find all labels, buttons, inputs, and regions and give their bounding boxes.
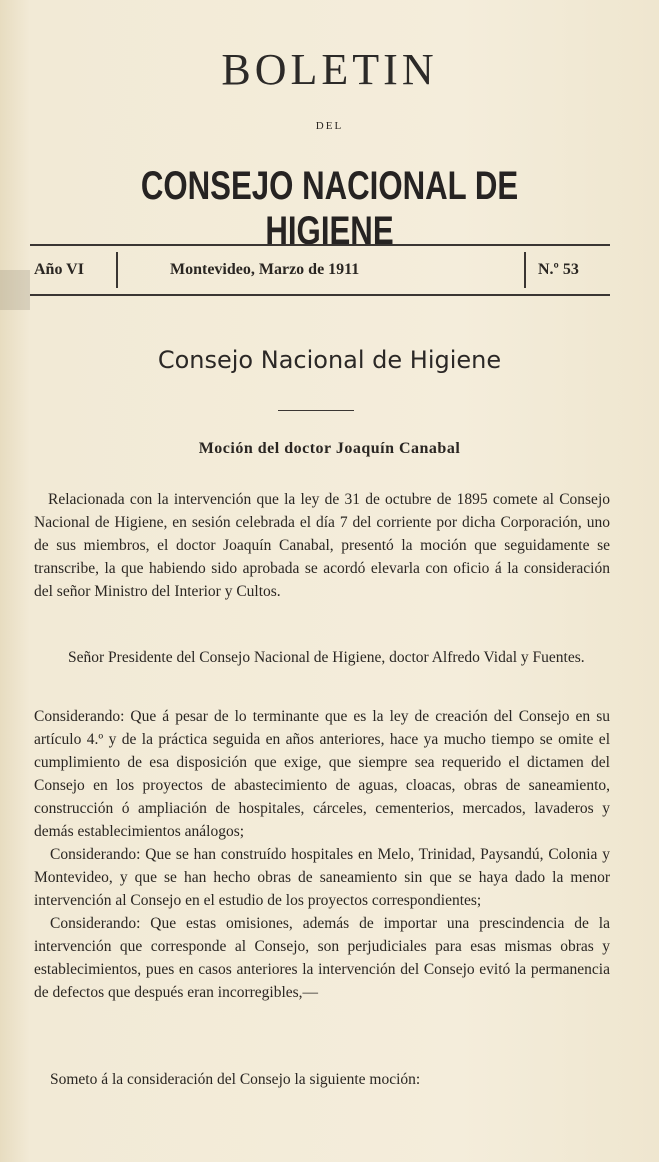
section-rule xyxy=(278,410,354,411)
considerando-paragraph: Considerando: Que á pesar de lo terminante que es la ley de creación del Consejo en su artículo 4.º y de la práctica seguida en años anteriores, hace ya mucho tiempo se omite el cumplimiento de esa disposición que exige, que siempre sea requerido el dictamen del Consejo en los proyectos de abastecimiento de aguas, cloacas, obras de saneamiento, construcción ó ampliación de hospitales, cárceles, cementerios, mercados, lavaderos y demás establecimientos análogos; xyxy=(34,708,610,840)
intro-paragraph xyxy=(34,488,610,603)
bar-divider xyxy=(524,252,526,288)
masthead-del: DEL xyxy=(315,120,344,132)
addressee-text: Señor Presidente del Consejo Nacional de Higiene, doctor Alfredo Vidal y Fuentes. xyxy=(68,649,585,666)
masthead-organization: CONSEJO NACIONAL DE HIGIENE xyxy=(140,164,519,253)
closing-text: Someto á la consideración del Consejo la siguiente moción: xyxy=(50,1071,421,1088)
intro-text: Relacionada con la intervención que la ley de 31 de octubre de 1895 comete al Consejo Nacional de Higiene, en sesión celebrada el día 7 del corriente por dicha Corporación, uno de sus miembros, el doctor Joaquín Canabal, presentó la moción que seguidamente se transcribe, la que habiendo sido aprobada se acordó elevarla con oficio á la consideración del señor Ministro del Interior y Cultos. xyxy=(34,491,610,600)
masthead-title: BOLETIN xyxy=(221,45,438,94)
issue-number: N.º 53 xyxy=(538,261,579,278)
closing-paragraph xyxy=(50,1068,610,1091)
addressee-paragraph xyxy=(68,646,608,669)
page-stain xyxy=(0,270,30,310)
considerando-paragraph: Considerando: Que se han construído hospitales en Melo, Trinidad, Paysandú, Colonia y Montevideo, y que se han hecho obras de saneamiento sin que se haya dado la menor intervención al Consejo en el estudio de los proyectos correspondientes; xyxy=(34,846,610,909)
issue-info-bar xyxy=(30,244,610,296)
issue-dateline: Montevideo, Marzo de 1911 xyxy=(170,261,360,278)
issue-year: Año VI xyxy=(34,261,84,278)
considerandos-block xyxy=(34,705,610,1004)
bar-divider xyxy=(116,252,118,288)
article-title: Moción del doctor Joaquín Canabal xyxy=(198,440,461,457)
considerando-paragraph: Considerando: Que estas omisiones, además de importar una prescindencia de la intervención que corresponde al Consejo, son perjudiciales para esas mismas obras y establecimientos, pues en casos anteriores la intervención del Consejo evitó la permanencia de defectos que después eran incorregibles,— xyxy=(34,915,610,1001)
section-title: Consejo Nacional de Higiene xyxy=(157,346,502,374)
